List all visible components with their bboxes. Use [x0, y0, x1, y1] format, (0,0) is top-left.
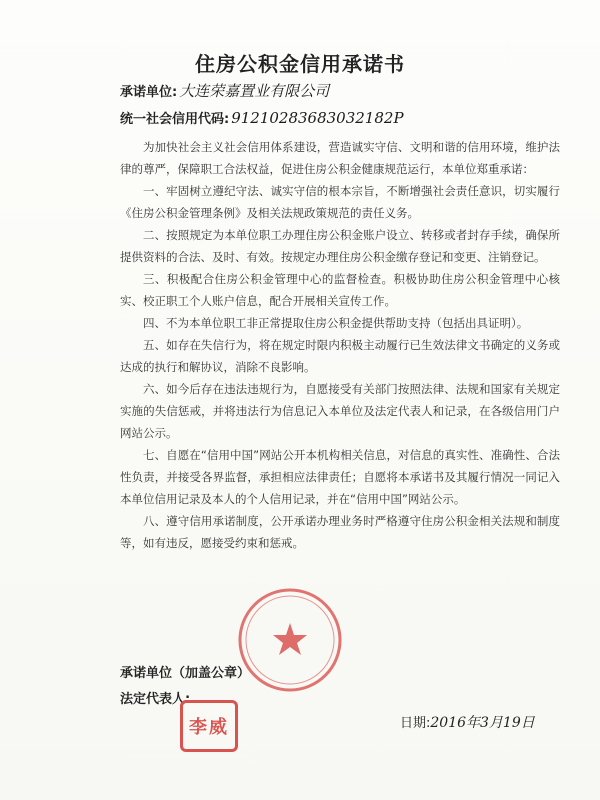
company-seal: [235, 585, 345, 695]
paragraph-3: 三、积极配合住房公积金管理中心的监督检查。积极协助住房公积金管理中心核实、校正职工个人账户信息，配合开展相关宣传工作。: [120, 272, 560, 308]
credit-code-field: [120, 108, 404, 127]
unit-value: 大连荣嘉置业有限公司: [179, 82, 330, 100]
credit-code-value: 91210283683032182P: [231, 109, 404, 127]
sign-unit-label: 承诺单位（加盖公章）: [120, 666, 251, 681]
credit-code-label: 统一社会信用代码:: [120, 112, 230, 127]
paragraph-4: 四、不为本单位职工非正常提取住房公积金提供帮助支持（包括出具证明）。: [143, 316, 529, 330]
paragraph-6: 六、如今后存在违法违规行为，自愿接受有关部门按照法律、法规和国家有关规定实施的失信惩戒，并将违法行为信息记入本单位及法定代表人和记录，在各级信用门户网站公示。: [120, 382, 560, 440]
date-label: 日期:: [400, 716, 431, 731]
date-value: 2016年3月19日: [430, 715, 535, 731]
paragraph-2: 二、按照规定为本单位职工办理住房公积金账户设立、转移或者封存手续，确保所提供资料的合法、及时、有效。按规定办理住房公积金缴存登记和变更、注销登记。: [120, 228, 560, 264]
legal-rep-label: 法定代表人:: [120, 692, 191, 707]
document-title: 住房公积金信用承诺书: [195, 52, 405, 76]
paragraph-5: 五、如存在失信行为，将在规定时限内积极主动履行已生效法律文书确定的义务或达成的执行和解协议，消除不良影响。: [120, 338, 560, 374]
paragraph-intro: 为加快社会主义社会信用体系建设，营造诚实守信、文明和谐的信用环境，维护法律的尊严，保障职工合法权益，促进住房公积金健康规范运行，本单位郑重承诺：: [120, 140, 560, 176]
date-field: [400, 712, 535, 732]
unit-label: 承诺单位:: [120, 85, 178, 100]
commitment-body: [120, 136, 560, 554]
paragraph-1: 一、牢固树立遵纪守法、诚实守信的根本宗旨，不断增强社会责任意识，切实履行《住房公积金管理条例》及相关法规政策规范的责任义务。: [120, 184, 560, 220]
paragraph-8: 八、遵守信用承诺制度，公开承诺办理业务时严格遵守住房公积金相关法规和制度等，如有违反，愿接受约束和惩戒。: [120, 514, 560, 550]
unit-field: [120, 80, 329, 101]
seal-star: [273, 623, 307, 655]
legal-rep-seal: 李威: [180, 700, 238, 752]
paragraph-7: 七、自愿在“信用中国”网站公开本机构相关信息，对信息的真实性、准确性、合法性负责，并接受各界监督，承担相应法律责任；自愿将本承诺书及其履行情况一同记入本单位信用记录及本人的个人信用记录，并在“信用中国”网站公示。: [120, 448, 560, 506]
